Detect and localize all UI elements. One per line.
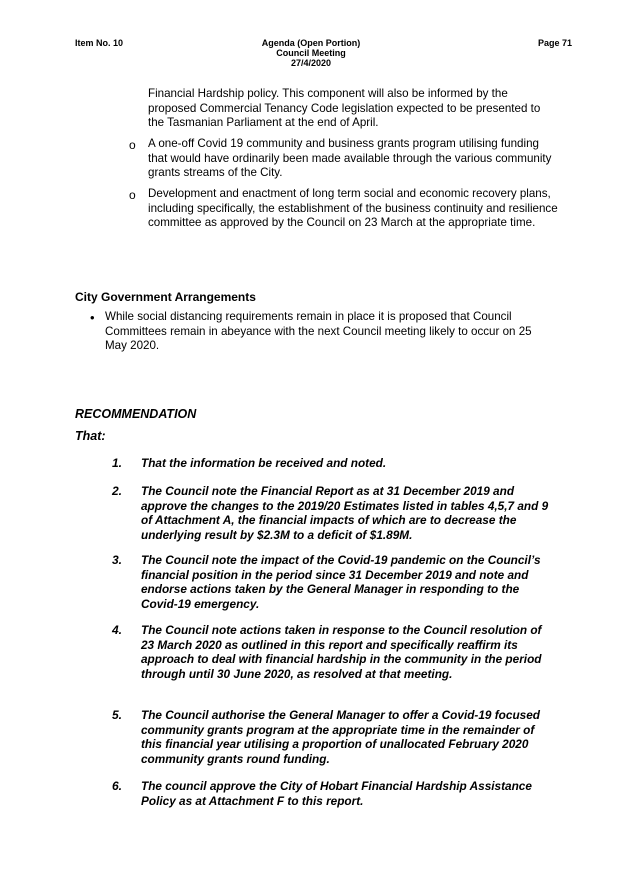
recommendation-item: The council approve the City of Hobart Financial Hardship Assistance Policy as at Attachment F to this report. [141, 779, 532, 808]
sub-bullet-recovery-plans: Development and enactment of long term social and economic recovery plans, including specifically, the establishment of the business continuity and resilience committee as approved by the Council on 23 March at the appropriate time. [148, 187, 558, 229]
recommendation-that: That: [75, 429, 106, 443]
recommendation-number: 3. [112, 553, 123, 567]
recommendation-number: 6. [112, 779, 123, 793]
sub-bullet-grants: A one-off Covid 19 community and business grants program utilising funding that would have ordinarily been made available through the various community grants streams of the City. [148, 137, 552, 179]
recommendation-title: RECOMMENDATION [75, 407, 197, 421]
recommendation-number: 2. [112, 484, 123, 498]
header-meeting: Council Meeting [276, 48, 346, 58]
recommendation-number: 4. [112, 623, 123, 637]
bullet-social-distancing: While social distancing requirements remain in place it is proposed that Council Committees remain in abeyance with the next Council meeting likely to occur on 25 May 2020. [105, 310, 532, 352]
section-heading: City Government Arrangements [75, 290, 256, 304]
recommendation-item: The Council note actions taken in response to the Council resolution of 23 March 2020 as outlined in this report and specifically reaffirm its approach to deal with financial hardship in the community in the period through until 30 June 2020, as resolved at that meeting. [141, 623, 542, 681]
header-agenda: Agenda (Open Portion) [261, 38, 361, 48]
header-date: 27/4/2020 [290, 58, 332, 68]
recommendation-item: The Council note the Financial Report as at 31 December 2019 and approve the changes to the 2019/20 Estimates listed in tables 4,5,7 and 9 of Attachment A, the financial impacts of which are to decrease the underlying result by $2.3M to a deficit of $1.89M. [141, 484, 549, 542]
header-page-number: Page 71 [537, 38, 572, 48]
recommendation-number: 1. [112, 456, 123, 470]
header-item-number: Item No. 10 [75, 38, 124, 48]
header-center [0, 38, 622, 68]
recommendation-item: That the information be received and noted. [141, 456, 387, 470]
recommendation-item: The Council note the impact of the Covid-19 pandemic on the Council’s financial position in the period since 31 December 2019 and note and endorse actions taken by the General Manager in responding to the Covid-19 emergency. [141, 553, 541, 611]
sub-bullet-marker: o [129, 188, 136, 202]
continuation-paragraph: Financial Hardship policy. This component will also be informed by the proposed Commercial Tenancy Code legislation expected to be presented to the Tasmanian Parliament at the end of April. [148, 87, 541, 129]
recommendation-number: 5. [112, 708, 123, 722]
bullet-marker: • [90, 310, 95, 325]
sub-bullet-marker: o [129, 138, 136, 152]
recommendation-item: The Council authorise the General Manager to offer a Covid-19 focused community grants program at the appropriate time in the remainder of this financial year utilising a proportion of unallocated February 2020 community grants round funding. [141, 708, 540, 766]
